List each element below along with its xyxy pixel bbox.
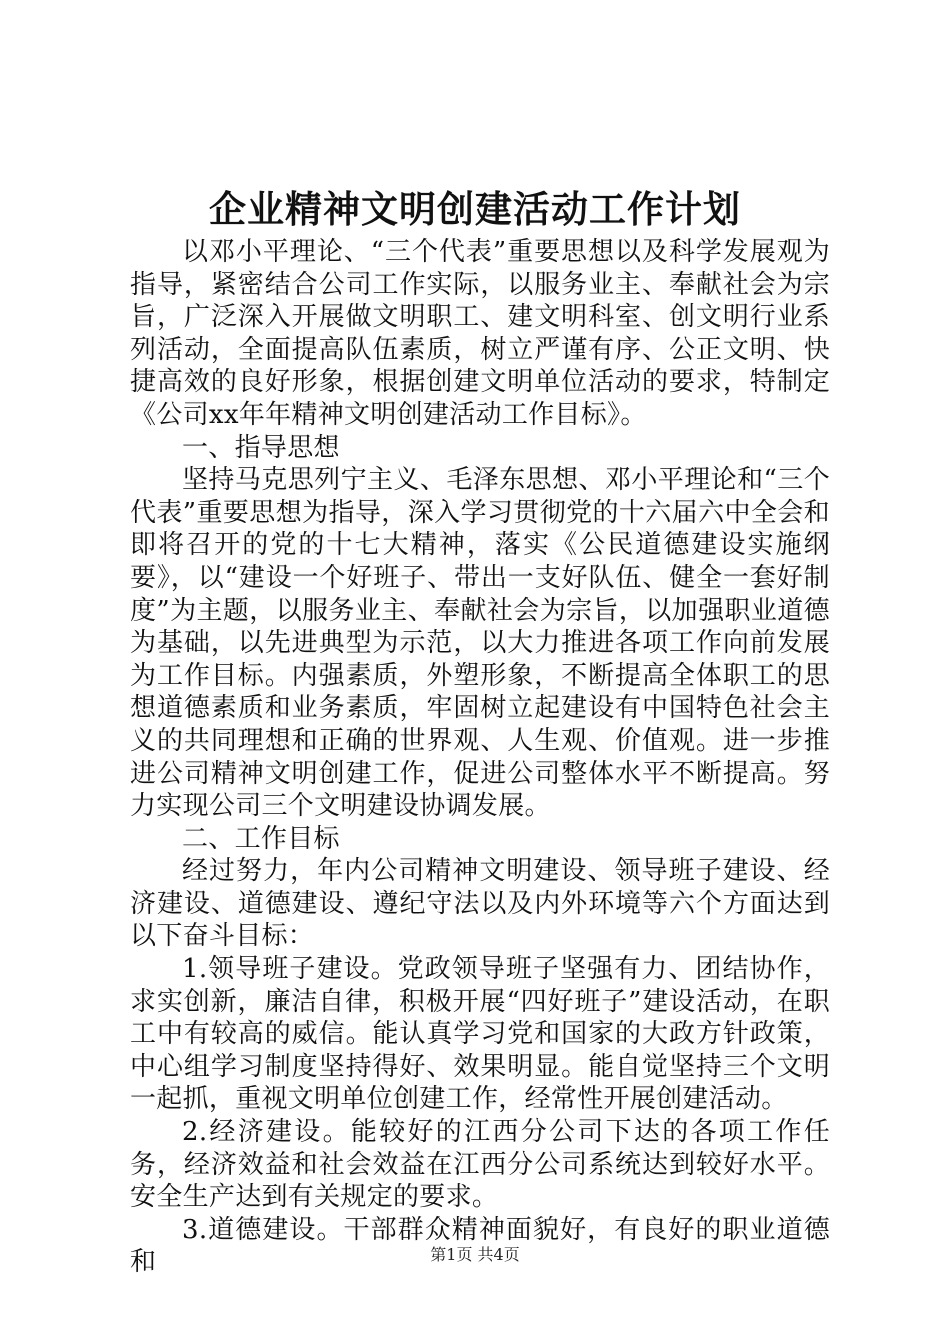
page-number-footer: 第1页 共4页	[430, 1245, 520, 1264]
paragraph-guiding-thought: 坚持马克思列宁主义、毛泽东思想、邓小平理论和“三个代表”重要思想为指导，深入学习贯彻党的十六届六中全会和即将召开的党的十七大精神，落实《公民道德建设实施纲要》，以“建设一个好班子、带出一支好队伍、健全一套好制度”为主题，以服务业主、奉献社会为宗旨，以加强职业道德为基础，以先进典型为示范，以大力推进各项工作向前发展为工作目标。内强素质，外塑形象，不断提高全体职工的思想道德素质和业务素质，牢固树立起建设有中国特色社会主义的共同理想和正确的世界观、人生观、价值观。进一步推进公司精神文明创建工作，促进公司整体水平不断提高。努力实现公司三个文明建设协调发展。	[130, 465, 830, 822]
document-title: 企业精神文明创建活动工作计划	[209, 187, 741, 231]
paragraph-economic-building: 2.经济建设。能较好的江西分公司下达的各项工作任务，经济效益和社会效益在江西分公司系统达到较好水平。安全生产达到有关规定的要求。	[130, 1117, 830, 1213]
paragraph-moral-building: 3.道德建设。干部群众精神面貌好，有良好的职业道德和	[130, 1214, 830, 1278]
section-heading-work-goals: 二、工作目标	[182, 823, 340, 854]
section-heading-guiding-thought: 一、指导思想	[182, 432, 340, 463]
paragraph-leadership-building: 1.领导班子建设。党政领导班子坚强有力、团结协作，求实创新，廉洁自律，积极开展“四好班子”建设活动，在职工中有较高的威信。能认真学习党和国家的大政方针政策，中心组学习制度坚持得好、效果明显。能自觉坚持三个文明一起抓，重视文明单位创建工作，经常性开展创建活动。	[130, 954, 830, 1115]
document-body	[130, 236, 830, 1279]
paragraph-work-goals-intro: 经过努力，年内公司精神文明建设、领导班子建设、经济建设、道德建设、遵纪守法以及内外环境等六个方面达到以下奋斗目标：	[130, 856, 830, 952]
paragraph-intro: 以邓小平理论、“三个代表”重要思想以及科学发展观为指导，紧密结合公司工作实际，以服务业主、奉献社会为宗旨，广泛深入开展做文明职工、建文明科室、创文明行业系列活动，全面提高队伍素质，树立严谨有序、公正文明、快捷高效的良好形象，根据创建文明单位活动的要求，特制定《公司xx年年精神文明创建活动工作目标》。	[130, 237, 830, 430]
